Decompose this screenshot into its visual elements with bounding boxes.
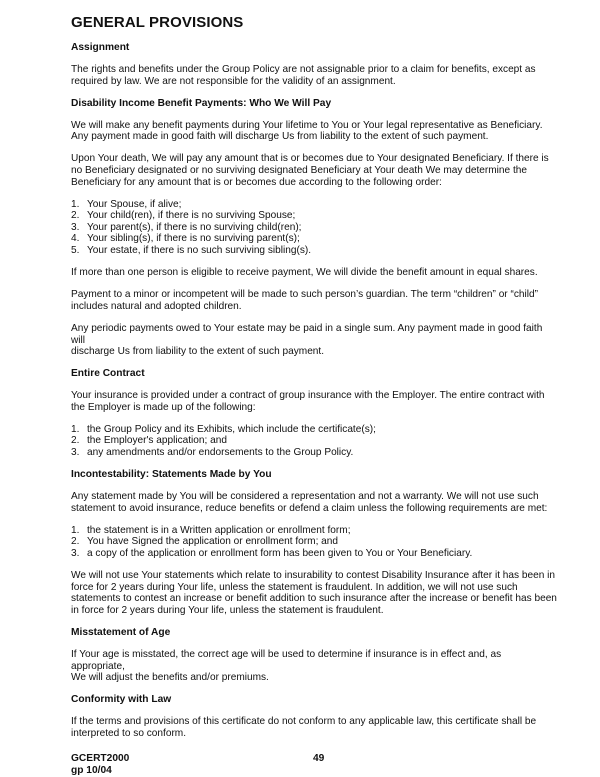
list-number: 3. [71,447,80,459]
footer-form-info [71,753,313,777]
heading-conformity-with-law: Conformity with Law [71,694,172,706]
list-number: 3. [71,548,80,560]
disability-paragraph-4: Payment to a minor or incompetent will be made to such person’s guardian. The term “children” or “child” includes natural and adopted children. [71,289,538,312]
heading-incontestability: Incontestability: Statements Made by You [71,469,272,481]
section-incontestability [71,469,557,616]
list-item [71,525,557,537]
heading-entire-contract: Entire Contract [71,368,145,380]
list-number: 1. [71,423,80,435]
heading-misstatement-of-age: Misstatement of Age [71,627,171,638]
page-number: 49 [313,753,325,765]
section-disability-payments [71,98,557,358]
page-footer [71,753,557,777]
form-date: gp 10/04 [71,765,112,777]
document-page [71,0,557,777]
list-text: the statement is in a Written application or enrollment form; [87,524,351,536]
list-text: You have Signed the application or enrollment form; and [87,536,339,548]
disability-paragraph-3: If more than one person is eligible to receive payment, We will divide the benefit amount in equal shares. [71,267,538,279]
list-item [71,199,557,211]
disability-paragraph-5: Any periodic payments owed to Your estate may be paid in a single sum. Any payment made in good faith will discharge Us from liability to the extent of such payment. [71,322,543,358]
list-item [71,245,557,257]
list-item [71,222,557,234]
list-text: the Group Policy and its Exhibits, which include the certificate(s); [87,423,376,435]
list-number: 1. [71,524,80,536]
requirements-list [71,525,557,560]
heading-assignment: Assignment [71,42,130,53]
list-number: 5. [71,245,80,257]
list-text: the Employer's application; and [87,435,227,447]
list-text: Your child(ren), if there is no surviving Spouse; [87,210,296,222]
list-text: Your sibling(s), if there is no surviving parent(s); [87,233,300,245]
list-text: any amendments and/or endorsements to the Group Policy. [87,447,354,459]
list-number: 2. [71,210,80,222]
list-item [71,210,557,222]
assignment-paragraph: The rights and benefits under the Group Policy are not assignable prior to a claim for benefits, except as required by law. We are not responsible for the validity of an assignment. [71,64,536,87]
list-item [71,447,557,459]
incontestability-paragraph-2: We will not use Your statements which relate to insurability to contest Disability Insurance after it has been in force for 2 years during Your life, unless the statement is fraudulent. In addition, we will not use such statements to contest an increase or benefit addition to such insurance after the increase or benefit has been in force for 2 years during Your life, unless the statement is fraudulent. [71,570,557,616]
list-number: 4. [71,233,80,245]
list-text: Your estate, if there is no such surviving sibling(s). [87,245,312,257]
list-number: 2. [71,536,80,548]
contract-components-list [71,424,557,459]
list-item [71,424,557,436]
list-number: 1. [71,198,80,210]
heading-disability-payments: Disability Income Benefit Payments: Who We Will Pay [71,97,332,109]
entire-contract-paragraph: Your insurance is provided under a contract of group insurance with the Employer. The entire contract with the Employer is made up of the following: [71,390,545,413]
list-text: a copy of the application or enrollment form has been given to You or Your Beneficiary. [87,548,473,560]
list-item [71,548,557,560]
list-number: 2. [71,435,80,447]
list-item [71,233,557,245]
page-title: GENERAL PROVISIONS [71,14,244,31]
section-entire-contract [71,368,557,458]
disability-paragraph-2: Upon Your death, We will pay any amount that is or becomes due to Your designated Beneficiary. If there is no Beneficiary designated or no surviving designated Beneficiary at Your death We may determine the Beneficiary for any amount that is or becomes due according to the following order: [71,153,549,188]
form-code: GCERT2000 [71,753,130,765]
list-number: 3. [71,221,80,233]
section-assignment [71,42,557,87]
list-item [71,435,557,447]
disability-paragraph-1: We will make any benefit payments during Your lifetime to You or Your legal representative as Beneficiary. Any payment made in good faith will discharge Us from liability to the extent of such payment. [71,119,543,143]
beneficiary-order-list [71,199,557,257]
section-misstatement-of-age [71,627,557,684]
section-conformity-with-law [71,694,557,739]
list-item [71,536,557,548]
conformity-paragraph: If the terms and provisions of this certificate do not conform to any applicable law, this certificate shall be interpreted to so conform. [71,716,537,739]
list-text: Your Spouse, if alive; [87,198,182,210]
misstatement-paragraph: If Your age is misstated, the correct age will be used to determine if insurance is in effect and, as appropriate, We will adjust the benefits and/or premiums. [71,649,502,684]
incontestability-paragraph-1: Any statement made by You will be considered a representation and not a warranty. We will not use such statement to avoid insurance, reduce benefits or defend a claim unless the following requirements are met: [71,491,548,514]
list-text: Your parent(s), if there is no surviving child(ren); [87,221,302,233]
